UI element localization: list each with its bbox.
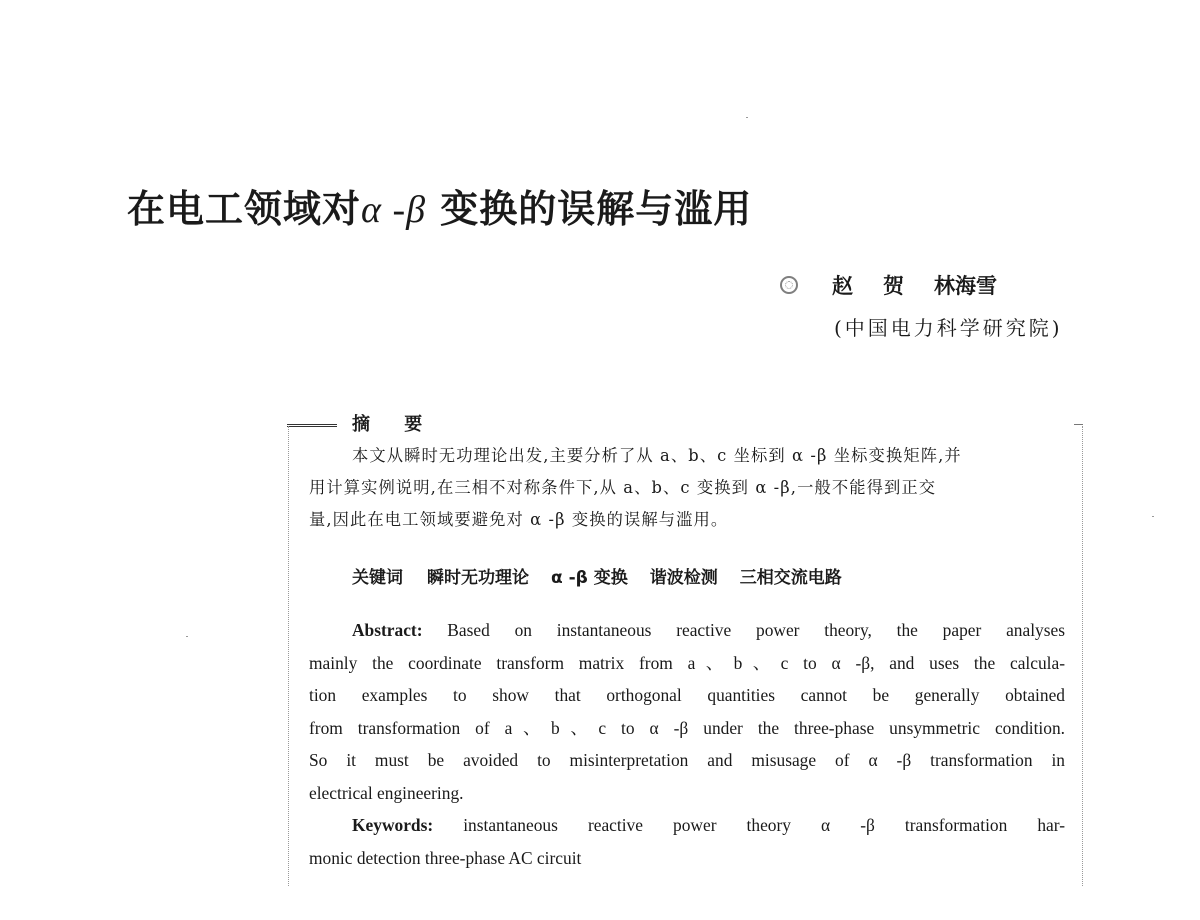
affiliation: (中国电力科学研究院) bbox=[834, 316, 1063, 340]
scan-speck bbox=[186, 636, 188, 637]
keywords-en-line bbox=[309, 809, 1065, 842]
author-line bbox=[780, 270, 997, 300]
keywords-cn-label: 关键词 bbox=[352, 568, 403, 588]
paper-title bbox=[127, 178, 752, 233]
scan-speck bbox=[746, 117, 748, 118]
abstract-en-text: Based on instantaneous reactive power theory, the paper analyses bbox=[422, 620, 1065, 640]
title-part-2: 变换的误解与滥用 bbox=[426, 186, 753, 231]
keyword-cn: α -β 变换 bbox=[551, 568, 628, 588]
abstract-cn-line: 量,因此在电工领域要避免对 α -β 变换的误解与滥用。 bbox=[309, 510, 729, 529]
abstract-en-line: tion examples to show that orthogonal quantities cannot be generally obtained bbox=[309, 685, 1065, 705]
title-part-1: 在电工领域对 bbox=[127, 186, 362, 231]
author-circle-icon bbox=[780, 276, 798, 294]
abstract-heading: 摘 要 bbox=[352, 414, 437, 435]
scan-speck bbox=[1152, 516, 1154, 517]
abstract-cn-line: 本文从瞬时无功理论出发,主要分析了从 a、b、c 坐标到 α -β 坐标变换矩阵,并 bbox=[352, 446, 962, 465]
abstract-box-right-rule bbox=[1082, 426, 1083, 886]
keyword-cn: 瞬时无功理论 bbox=[427, 568, 529, 588]
keywords-chinese bbox=[352, 563, 864, 588]
abstract-en-line: electrical engineering. bbox=[309, 782, 464, 803]
keywords-en-line: monic detection three-phase AC circuit bbox=[309, 847, 582, 868]
keyword-cn: 谐波检测 bbox=[649, 568, 718, 588]
abstract-en-line: mainly the coordinate transform matrix from a、b、c to α -β, and uses the calcula- bbox=[309, 652, 1065, 673]
abstract-box-left-rule bbox=[288, 426, 289, 886]
abstract-en-line: from transformation of a、b、c to α -β under the three-phase unsymmetric condition. bbox=[309, 717, 1065, 738]
keywords-en-label: Keywords: bbox=[352, 815, 434, 835]
author-name: 林海雪 bbox=[934, 274, 997, 298]
abstract-box-top-rule bbox=[287, 424, 337, 427]
author-name: 赵 bbox=[832, 274, 853, 298]
abstract-en-label: Abstract: bbox=[352, 620, 423, 640]
abstract-english bbox=[309, 614, 1065, 874]
abstract-box-corner bbox=[1074, 424, 1083, 425]
keyword-cn: 三相交流电路 bbox=[739, 568, 842, 588]
abstract-chinese bbox=[309, 440, 1065, 536]
abstract-en-line bbox=[309, 614, 1065, 647]
abstract-cn-line: 用计算实例说明,在三相不对称条件下,从 a、b、c 变换到 α -β,一般不能得到正交 bbox=[309, 478, 937, 497]
author-name: 贺 bbox=[883, 274, 904, 298]
abstract-en-line: So it must be avoided to misinterpretation and misusage of α -β transformation in bbox=[309, 750, 1065, 770]
keywords-en-text: instantaneous reactive power theory α -β transformation har- bbox=[433, 815, 1065, 835]
title-greek: α -β bbox=[361, 189, 427, 231]
